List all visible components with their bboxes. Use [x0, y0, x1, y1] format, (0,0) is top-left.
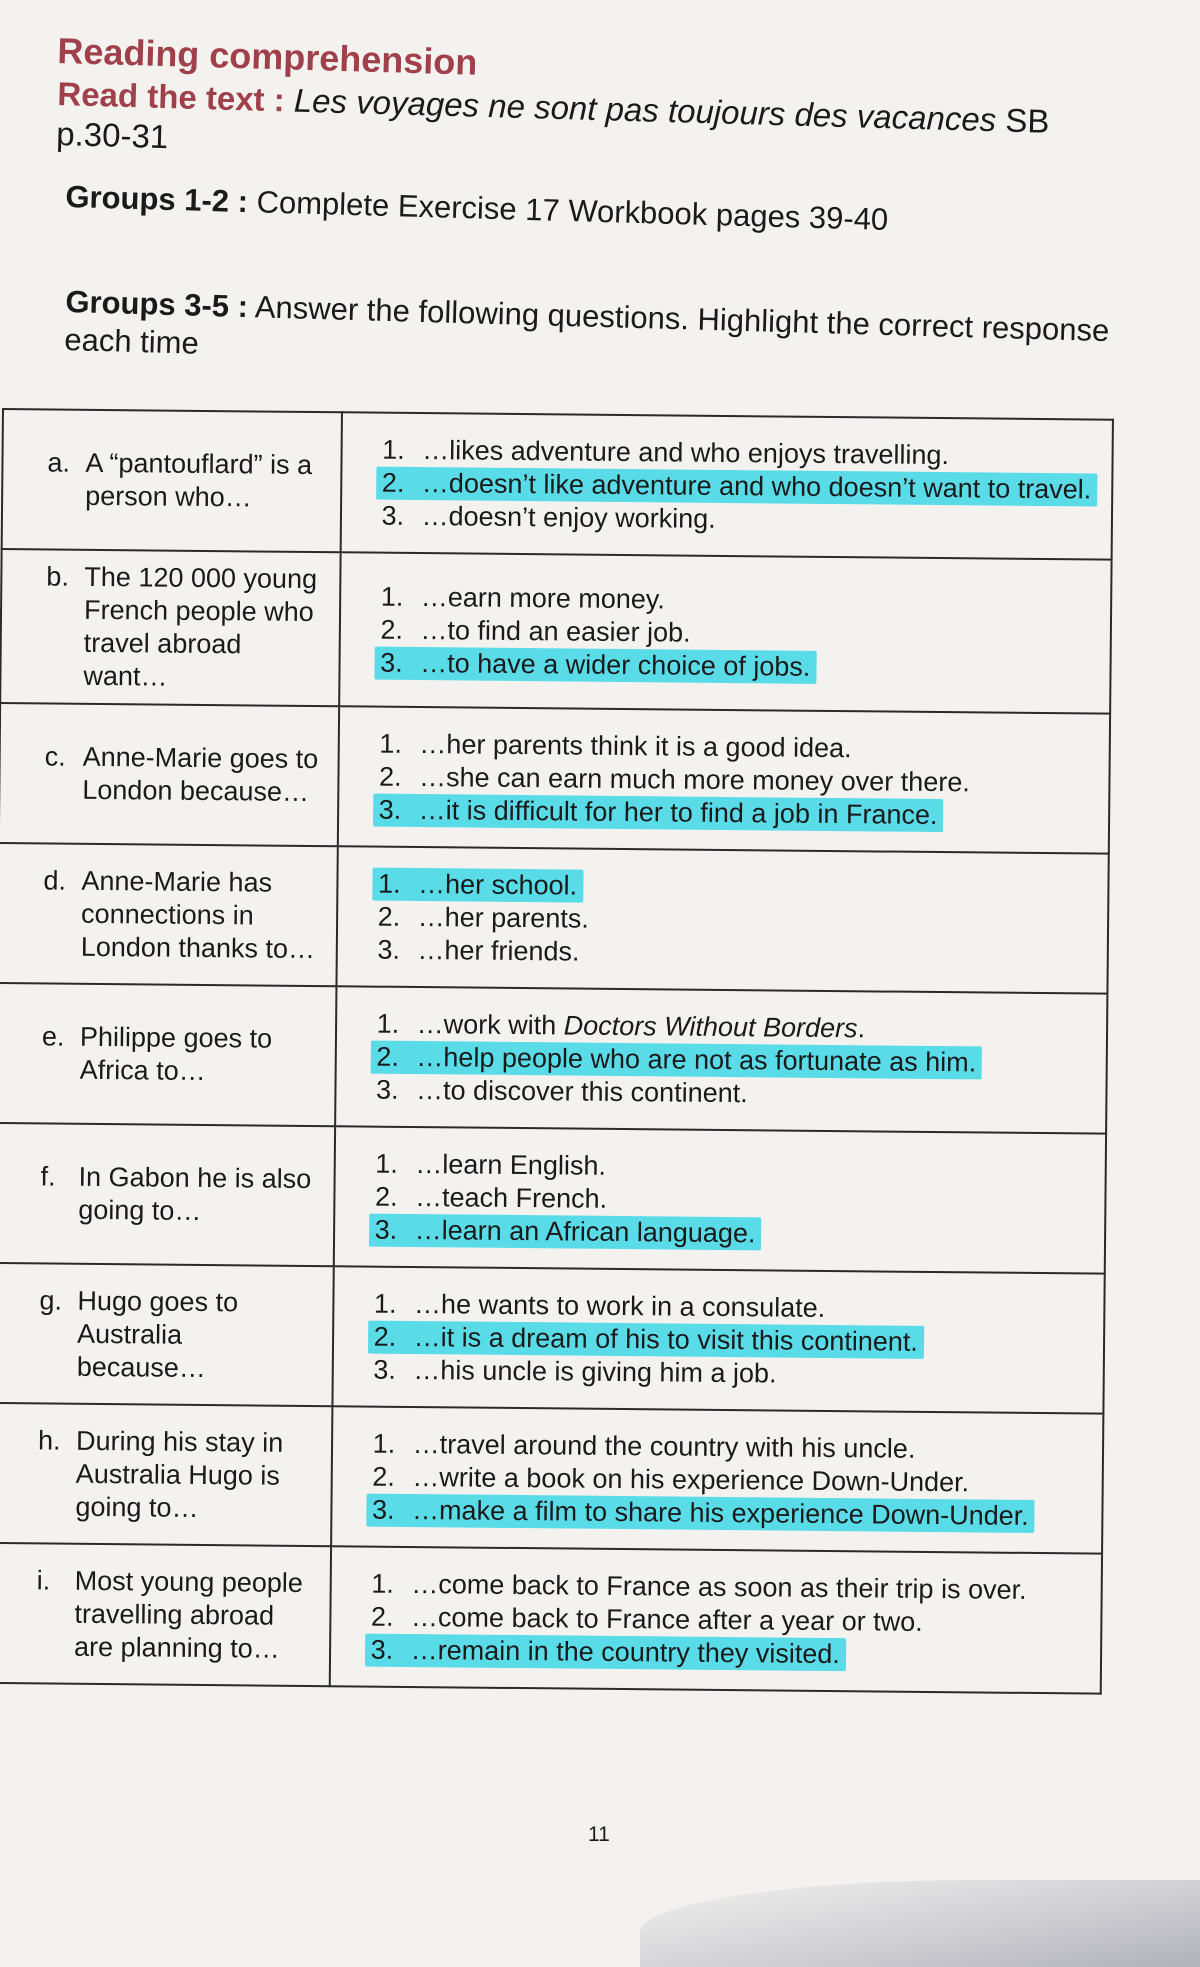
- question-row: [0, 1403, 1103, 1554]
- question-row: [0, 1263, 1105, 1414]
- highlighted-answer: [374, 646, 817, 683]
- question-text: Anne-Marie has connections in London thanks to…: [80, 865, 316, 964]
- option-text: …her school.: [417, 868, 578, 901]
- question-cell: [2, 409, 342, 552]
- option-item[interactable]: [379, 793, 1095, 833]
- options-cell: [332, 1266, 1105, 1413]
- options-list: [380, 580, 1096, 686]
- option-number: 2.: [380, 614, 404, 645]
- option-text: …it is a dream of his to visit this continent.: [413, 1321, 919, 1357]
- option-text: …travel around the country with his uncle.: [412, 1428, 916, 1464]
- scan-shadow: [640, 1880, 1200, 1967]
- question-stem: [43, 864, 323, 966]
- option-text: …work with Doctors Without Borders.: [416, 1008, 866, 1043]
- option-content: [373, 1427, 916, 1465]
- option-text: …likes adventure and who enjoys travelling.: [422, 434, 950, 470]
- question-stem: [45, 560, 325, 695]
- question-text: Philippe goes to Africa to…: [79, 1021, 273, 1087]
- option-content: [376, 1073, 748, 1110]
- question-letter: a.: [47, 447, 71, 478]
- option-text: …it is difficult for her to find a job in France.: [418, 794, 938, 830]
- options-cell: [339, 552, 1112, 713]
- option-text: …doesn’t enjoy working.: [421, 500, 716, 534]
- questions-table: [0, 408, 1114, 1695]
- option-content: [375, 1147, 606, 1182]
- question-letter: g.: [39, 1284, 63, 1316]
- option-item[interactable]: [380, 646, 1096, 686]
- question-row: [0, 843, 1109, 994]
- page-title: Reading comprehension: [56, 30, 478, 83]
- question-row: [0, 983, 1107, 1134]
- question-letter: e.: [41, 1021, 65, 1052]
- question-stem: [40, 1160, 319, 1229]
- option-text: …doesn’t like adventure and who doesn’t want to travel.: [421, 467, 1092, 504]
- option-content: [379, 727, 852, 765]
- heading-block: [55, 30, 1118, 156]
- options-list: [381, 433, 1097, 539]
- option-content: [377, 1007, 866, 1045]
- option-item[interactable]: [371, 1633, 1087, 1673]
- questions-table-wrap: [0, 408, 1118, 1689]
- option-number: 3.: [378, 794, 402, 825]
- options-list: [373, 1287, 1089, 1393]
- options-cell: [340, 412, 1113, 559]
- question-cell: [0, 843, 337, 986]
- options-list: [379, 727, 1095, 833]
- option-number: 2.: [376, 1041, 400, 1072]
- option-text: …come back to France as soon as their trip is over.: [411, 1568, 1027, 1605]
- option-text: …learn English.: [415, 1148, 607, 1181]
- question-letter: c.: [44, 741, 66, 772]
- option-number: 2.: [372, 1461, 396, 1492]
- option-content: [374, 1287, 826, 1324]
- question-cell: [0, 549, 340, 706]
- option-number: 2.: [374, 1181, 398, 1212]
- option-text: …to discover this continent.: [415, 1074, 748, 1108]
- highlighted-answer: [372, 867, 583, 902]
- options-cell: [335, 986, 1108, 1133]
- option-text: …her parents.: [417, 901, 589, 934]
- instruction-groups-1-2: [65, 178, 1116, 245]
- option-text: …he wants to work in a consulate.: [413, 1288, 826, 1323]
- option-text: …make a film to share his experience Down-Under.: [411, 1494, 1029, 1531]
- option-number: 1.: [373, 1288, 397, 1319]
- option-item[interactable]: [373, 1353, 1089, 1393]
- read-text-title: Les voyages ne sont pas toujours des vacances: [293, 81, 997, 139]
- groups-3-5-text: Answer the following questions. Highlight the correct response each time: [63, 289, 1110, 361]
- option-number: 3.: [373, 1354, 397, 1385]
- option-text: …learn an African language.: [414, 1214, 756, 1248]
- option-item[interactable]: [377, 933, 1093, 973]
- option-content: [377, 933, 579, 968]
- question-cell: [0, 983, 336, 1126]
- option-text: …remain in the country they visited.: [410, 1634, 841, 1669]
- question-stem: [39, 1284, 319, 1386]
- question-letter: i.: [36, 1564, 51, 1596]
- question-row: [0, 703, 1110, 854]
- highlighted-answer: [368, 1320, 925, 1358]
- question-stem: [41, 1020, 320, 1089]
- highlighted-answer: [365, 1633, 846, 1671]
- option-content: [380, 613, 690, 649]
- options-cell: [333, 1126, 1106, 1273]
- option-number: 2.: [378, 761, 402, 792]
- groups-3-5-label: Groups 3-5 :: [64, 283, 249, 325]
- options-cell: [337, 706, 1110, 853]
- options-list: [371, 1567, 1087, 1673]
- question-text: During his stay in Australia Hugo is going to…: [75, 1425, 284, 1523]
- question-text: Most young people travelling abroad are planning to…: [73, 1565, 304, 1664]
- option-number: 3.: [370, 1634, 394, 1665]
- option-item[interactable]: [376, 1073, 1092, 1113]
- options-list: [372, 1427, 1088, 1533]
- question-cell: [0, 1543, 331, 1686]
- option-text: …help people who are not as fortunate as him.: [416, 1041, 977, 1077]
- option-text: …write a book on his experience Down-Under.: [412, 1461, 970, 1497]
- question-row: [0, 1123, 1106, 1274]
- question-letter: h.: [37, 1424, 61, 1456]
- option-number: 3.: [381, 500, 405, 531]
- question-letter: d.: [43, 864, 67, 896]
- option-item[interactable]: [375, 1213, 1091, 1253]
- question-cell: [0, 703, 339, 846]
- question-text: Anne-Marie goes to London because…: [82, 741, 319, 807]
- option-text: …her parents think it is a good idea.: [419, 728, 852, 763]
- read-text-ref: SB p.30-31: [55, 101, 1050, 156]
- option-number: 3.: [377, 934, 401, 965]
- option-text: …come back to France after a year or two.: [410, 1601, 923, 1637]
- option-text: …teach French.: [414, 1181, 608, 1214]
- option-number: 3.: [375, 1074, 399, 1105]
- options-cell: [331, 1406, 1104, 1553]
- option-number: 1.: [375, 1148, 399, 1179]
- option-number: 1.: [376, 1008, 400, 1039]
- question-text: A “pantouflard” is a person who…: [85, 447, 313, 513]
- options-list: [376, 1007, 1092, 1113]
- option-text: …to have a wider choice of jobs.: [420, 647, 811, 682]
- question-cell: [0, 1403, 332, 1546]
- question-row: [0, 1543, 1102, 1694]
- option-number: 1.: [380, 581, 404, 612]
- groups-1-2-label: Groups 1-2 :: [64, 178, 249, 220]
- option-text: …to find an easier job.: [420, 614, 691, 648]
- option-content: [371, 1600, 923, 1638]
- option-text: …earn more money.: [420, 581, 666, 614]
- question-row: [2, 409, 1113, 560]
- instruction-groups-3-5: [64, 283, 1116, 388]
- option-number: 1.: [382, 434, 405, 465]
- option-text: …his uncle is giving him a job.: [413, 1354, 777, 1388]
- option-item[interactable]: [372, 1493, 1088, 1533]
- question-stem: [47, 446, 326, 515]
- question-letter: f.: [40, 1161, 56, 1192]
- option-number: 1.: [372, 1428, 396, 1459]
- option-number: 3.: [371, 1494, 395, 1525]
- option-number: 1.: [377, 868, 401, 899]
- options-cell: [329, 1546, 1102, 1693]
- option-content: [381, 499, 715, 535]
- option-number: 2.: [373, 1321, 397, 1352]
- option-content: [381, 580, 665, 616]
- option-text: …her friends.: [417, 934, 580, 967]
- option-number: 3.: [374, 1214, 398, 1245]
- question-text: Hugo goes to Australia because…: [76, 1285, 239, 1383]
- option-number: 2.: [377, 901, 401, 932]
- highlighted-answer: [366, 1493, 1035, 1532]
- option-number: 1.: [379, 728, 403, 759]
- question-letter: b.: [46, 561, 70, 592]
- option-number: 2.: [381, 467, 405, 498]
- highlighted-answer: [369, 1213, 762, 1250]
- option-number: 2.: [370, 1601, 394, 1632]
- option-number: 3.: [380, 647, 403, 678]
- option-number: 1.: [371, 1568, 395, 1599]
- options-list: [377, 867, 1093, 973]
- options-list: [375, 1147, 1091, 1253]
- option-content: [378, 900, 589, 935]
- question-text: In Gabon he is also going to…: [78, 1161, 312, 1226]
- options-cell: [336, 846, 1109, 993]
- page-number: 11: [588, 1823, 610, 1846]
- option-content: [382, 433, 949, 471]
- groups-1-2-text: Complete Exercise 17 Workbook pages 39-40: [256, 184, 889, 237]
- read-label: Read the text :: [56, 74, 286, 119]
- option-content: [375, 1180, 607, 1215]
- question-cell: [0, 1263, 333, 1406]
- question-stem: [36, 1564, 316, 1666]
- question-row: [0, 549, 1111, 714]
- option-text: …she can earn much more money over there.: [418, 761, 970, 797]
- question-text: The 120 000 young French people who travel abroad want…: [83, 561, 318, 692]
- question-cell: [0, 1123, 335, 1266]
- question-stem: [44, 740, 323, 809]
- option-content: [373, 1353, 776, 1390]
- question-stem: [37, 1424, 317, 1526]
- highlighted-answer: [373, 793, 944, 831]
- option-item[interactable]: [381, 499, 1097, 539]
